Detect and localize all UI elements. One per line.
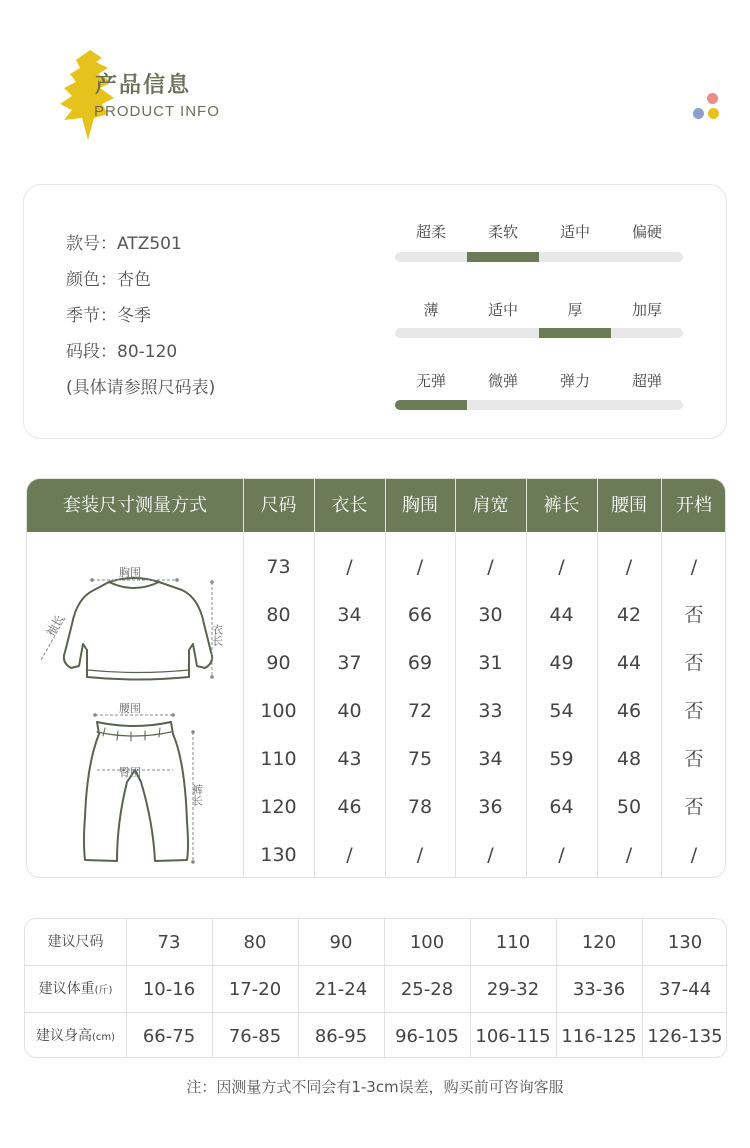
pants-length-cell: 54: [549, 700, 574, 722]
scale-label: 加厚: [631, 301, 662, 319]
scale-indicator: [395, 400, 467, 410]
table-cell: 90: [329, 932, 353, 953]
softness-scale-bar: [395, 252, 683, 262]
scale-indicator: [467, 252, 539, 262]
crotch-cell: 否: [684, 652, 704, 674]
chest-cell: /: [416, 556, 424, 578]
pants-length-cell: /: [558, 556, 565, 578]
chest-cell: /: [416, 844, 424, 866]
size-cell: 90: [266, 652, 291, 674]
hip-label: 臀围: [119, 766, 141, 779]
pants-length-label: 裤长: [190, 784, 204, 806]
scale-label: 微弹: [487, 372, 518, 390]
thickness-scale-bar: [395, 328, 683, 338]
shoulder-cell: 30: [478, 604, 503, 626]
header-chest: 胸围: [402, 495, 438, 516]
scale-label: 无弹: [415, 372, 446, 390]
chest-cell: 66: [407, 604, 433, 626]
scale-label: 适中: [487, 301, 518, 319]
size-cell: 73: [266, 556, 291, 578]
waist-cell: 42: [616, 604, 642, 626]
waist-cell: 44: [616, 652, 642, 674]
table-cell: 116-125: [561, 1026, 637, 1047]
pants-illustration: [84, 722, 188, 861]
table-cell: 33-36: [572, 979, 626, 1000]
header-crotch: 开档: [676, 495, 712, 516]
sleeve-label: 袖长: [43, 612, 67, 639]
table-cell: 80: [243, 932, 267, 953]
table-cell: 120: [581, 932, 617, 953]
pants-length-cell: /: [558, 844, 565, 866]
chest-cell: 72: [407, 700, 433, 722]
scale-label: 超弹: [631, 372, 662, 390]
shoulder-cell: 33: [478, 700, 503, 722]
shoulder-cell: 34: [478, 748, 503, 770]
recommended-height-row: [25, 1013, 726, 1058]
size-cell: 80: [266, 604, 291, 626]
table-cell: 17-20: [228, 979, 282, 1000]
size-chart-table: [26, 478, 726, 878]
recommended-weight-row: [25, 966, 726, 1013]
top-length-label: 衣长: [210, 624, 224, 646]
table-cell: 100: [409, 932, 445, 953]
waist-cell: /: [625, 556, 633, 578]
top-length-cell: 37: [337, 652, 362, 674]
scale-label: 柔软: [487, 223, 518, 241]
top-length-cell: 34: [337, 604, 362, 626]
size-range-info: 码段：80-120: [66, 342, 178, 362]
measure-method-header: 套装尺寸测量方式: [63, 495, 207, 516]
waist-cell: /: [625, 844, 633, 866]
crotch-cell: 否: [684, 748, 704, 770]
softness-scale-labels: [395, 221, 683, 242]
garment-measurement-diagram: [27, 532, 243, 878]
scale-label: 薄: [423, 301, 439, 319]
scale-indicator: [539, 328, 611, 338]
pants-length-cell: 64: [549, 796, 574, 818]
scale-label: 厚: [567, 301, 583, 319]
chest-cell: 78: [407, 796, 433, 818]
row-label: 建议体重(斤): [38, 981, 113, 997]
scale-label: 弹力: [559, 372, 590, 390]
waist-label: 腰围: [119, 702, 141, 715]
header-shoulder: 肩宽: [472, 495, 509, 516]
table-cell: 86-95: [314, 1026, 368, 1047]
header-pants-length: 裤长: [543, 495, 580, 516]
size-cell: 130: [260, 844, 297, 866]
shoulder-cell: /: [487, 556, 494, 578]
pants-length-cell: 49: [549, 652, 574, 674]
top-length-cell: /: [346, 844, 353, 866]
season-info: 季节：冬季: [66, 306, 151, 326]
scale-label: 适中: [559, 223, 590, 241]
section-title: 产品信息: [95, 73, 192, 98]
table-cell: 10-16: [142, 979, 196, 1000]
table-cell: 110: [495, 932, 531, 953]
waist-cell: 48: [616, 748, 642, 770]
row-label: 建议尺码: [47, 934, 104, 950]
header-waist: 腰围: [611, 495, 647, 516]
size-cell: 110: [260, 748, 297, 770]
crotch-cell: 否: [684, 604, 704, 626]
header-top-length: 衣长: [331, 495, 368, 516]
measurement-note: 注：因测量方式不同会有1-3cm误差，购买前可咨询客服: [186, 1078, 564, 1096]
sweater-illustration: [64, 578, 212, 680]
row-label: 建议身高(cm): [35, 1028, 116, 1044]
shoulder-cell: /: [487, 844, 494, 866]
thickness-scale-labels: [395, 299, 683, 320]
size-cell: 100: [260, 700, 297, 722]
recommended-size-row: [25, 919, 726, 966]
shoulder-cell: 36: [478, 796, 503, 818]
chest-label: 胸围: [119, 566, 141, 579]
decor-dot-blue-icon: [693, 108, 704, 119]
elasticity-scale-bar: [395, 400, 683, 410]
table-cell: 73: [157, 932, 181, 953]
table-cell: 29-32: [486, 979, 540, 1000]
table-cell: 25-28: [400, 979, 454, 1000]
chest-cell: 69: [407, 652, 433, 674]
scale-label: 超柔: [415, 223, 446, 241]
size-chart-note: (具体请参照尺码表): [66, 378, 216, 398]
shoulder-cell: 31: [478, 652, 503, 674]
size-cell: 120: [260, 796, 297, 818]
color-info: 颜色：杏色: [66, 270, 151, 290]
elasticity-scale-labels: [395, 370, 683, 391]
crotch-cell: 否: [684, 700, 704, 722]
top-length-cell: /: [346, 556, 353, 578]
section-subtitle: PRODUCT INFO: [94, 103, 220, 120]
crotch-cell: 否: [684, 796, 704, 818]
scale-label: 偏硬: [631, 223, 662, 241]
table-cell: 21-24: [314, 979, 368, 1000]
top-length-cell: 46: [337, 796, 362, 818]
waist-cell: 46: [616, 700, 642, 722]
recommendation-table: [24, 918, 727, 1058]
table-cell: 126-135: [647, 1026, 723, 1047]
pants-length-cell: 44: [549, 604, 574, 626]
size-table-header: [27, 479, 725, 532]
pants-length-cell: 59: [549, 748, 574, 770]
style-number: 款号：ATZ501: [66, 234, 182, 254]
top-length-cell: 43: [337, 748, 362, 770]
table-cell: 130: [667, 932, 703, 953]
table-cell: 37-44: [658, 979, 712, 1000]
header-size: 尺码: [260, 495, 297, 516]
table-cell: 66-75: [142, 1026, 196, 1047]
product-info-card: [23, 184, 727, 439]
table-cell: 76-85: [228, 1026, 282, 1047]
crotch-cell: /: [690, 844, 698, 866]
decor-dot-pink-icon: [707, 93, 718, 104]
table-cell: 96-105: [395, 1026, 459, 1047]
crotch-cell: /: [690, 556, 698, 578]
top-length-cell: 40: [337, 700, 362, 722]
waist-cell: 50: [616, 796, 642, 818]
decor-dot-yellow-icon: [708, 108, 719, 119]
chest-cell: 75: [407, 748, 433, 770]
table-cell: 106-115: [475, 1026, 551, 1047]
